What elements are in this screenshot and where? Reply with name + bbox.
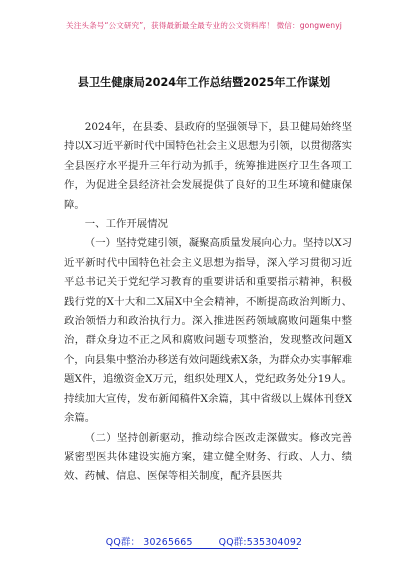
body-paragraph-1: （一）坚持党建引领，凝聚高质量发展向心力。坚持以X习近平新时代中国特色社会主义思想为指导，深入学习贯彻习近平总书记关于党纪学习教育的重要讲话和重要指示精神，积极践行党的X十大和二X届X中全会精神，不断提高政治判断力、政治领悟力和政治执行力。深入推进医药领域腐败问题集中整治，群众身边不正之风和腐败问题专项整治，发现整改问题X个，向县集中整治办移送有效问题线索X条，为群众办实事解难题X件，追缴资金X万元，组织处理X人，党纪政务处分19人。持续加大宣传，发布新闻稿件X余篇，其中省级以上媒体刊登X余篇。: [64, 237, 352, 425]
promo-banner: 关注头条号“公文研究”，获得最新最全最专业的公文资料库！ 微信：gongwenyj: [66, 21, 342, 30]
intro-paragraph: 2024年，在县委、县政府的坚强领导下，县卫健局始终坚持以X习近平新时代中国特色社会主义思想为引领，以贯彻落实全县医疗水平提升三年行动为抓手，统筹推进医疗卫生各项工作，为促进全县经济社会发展提供了良好的卫生环境和健康保障。: [64, 121, 352, 211]
section-heading: 一、工作开展情况: [84, 218, 168, 231]
qq-group-2: QQ群:535304092: [218, 537, 303, 548]
document-title: 县卫生健康局2024年工作总结暨2025年工作谋划: [77, 76, 331, 89]
body-paragraph-2: （二）坚持创新驱动，推动综合医改走深做实。修改完善紧密型医共体建设实施方案，建立健全财务、行政、人力、绩效、药械、信息、医保等相关制度，配齐县医共: [64, 431, 352, 483]
qq-group-1: QQ群： 30265665: [105, 537, 193, 548]
footer-contact: [0, 534, 408, 548]
document-body: [64, 118, 352, 487]
footer-underline: [110, 548, 298, 549]
